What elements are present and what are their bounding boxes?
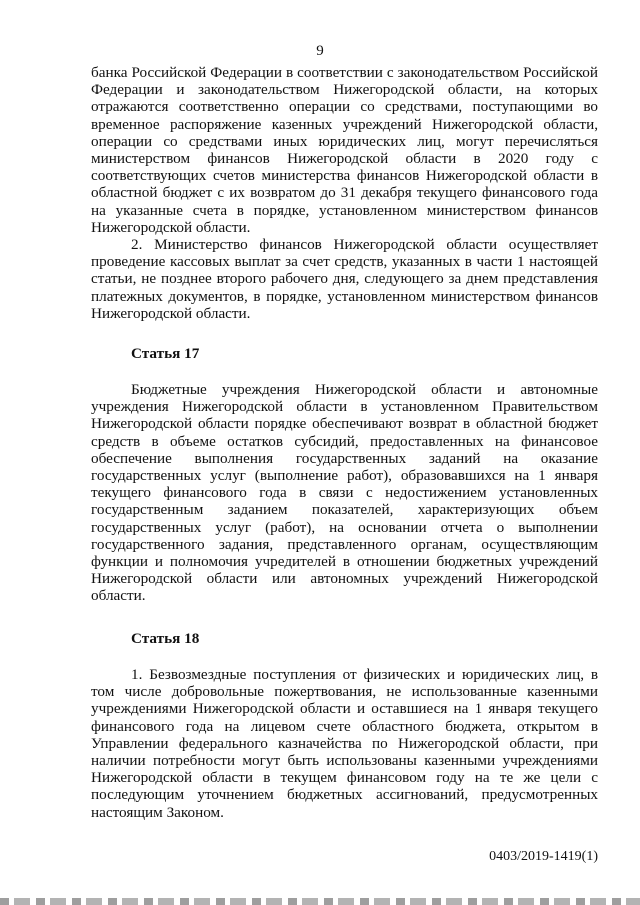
article-17-paragraph: Бюджетные учреждения Нижегородской области и автономные учреждения Нижегородской области в установленном Правительством Нижегородской области порядке обеспечивают возврат в областной бюджет средств в объеме остатков субсидий, предоставленных на финансовое обеспечение выполнения государственных заданий на оказание государственных услуг (выполнение работ), образовавшихся на 1 января текущего финансового года в связи с недостижением установленных государственным заданием показателей, характеризующих объем государственных услуг (работ), на основании отчета о выполнении государственного задания, представленного органам, осуществляющим функции и полномочия учредителей в отношении бюджетных учреждений Нижегородской области или автономных учреждений Нижегородской области. bbox=[91, 381, 598, 605]
scan-edge-artifact bbox=[0, 898, 640, 905]
article-17-heading: Статья 17 bbox=[131, 345, 200, 362]
paragraph-part-2: 2. Министерство финансов Нижегородской области осуществляет проведение кассовых выплат за счет средств, указанных в части 1 настоящей статьи, не позднее второго рабочего дня, следующего за днем представления платежных документов, в порядке, установленном министерством финансов Нижегородской области. bbox=[91, 236, 598, 322]
continued-section bbox=[91, 64, 598, 322]
document-code: 0403/2019-1419(1) bbox=[489, 849, 598, 864]
article-17-body bbox=[91, 381, 598, 605]
article-18-body bbox=[91, 666, 598, 821]
article-18-paragraph-1: 1. Безвозмездные поступления от физических и юридических лиц, в том числе добровольные пожертвования, не использованные казенными учреждениями Нижегородской области и оставшиеся на 1 января текущего финансового года на лицевом счете областного бюджета, открытом в Управлении федерального казначейства по Нижегородской области, при наличии потребности могут быть использованы казенными учреждениями Нижегородской области в текущем финансовом году на те же цели с последующим уточнением бюджетных ассигнований, предусмотренных настоящим Законом. bbox=[91, 666, 598, 821]
page-number: 9 bbox=[316, 43, 324, 59]
paragraph-continued: банка Российской Федерации в соответствии с законодательством Российской Федерации и законодательством Нижегородской области, на которых отражаются соответственно операции со средствами, поступающими во временное распоряжение казенных учреждений Нижегородской области, операции со средствами иных юридических лиц, могут перечисляться министерством финансов Нижегородской области в 2020 году с соответствующих счетов министерства финансов Нижегородской области в областной бюджет с их возвратом до 31 декабря текущего финансового года на указанные счета в порядке, установленном министерством финансов Нижегородской области. bbox=[91, 64, 598, 236]
article-18-heading: Статья 18 bbox=[131, 630, 200, 647]
